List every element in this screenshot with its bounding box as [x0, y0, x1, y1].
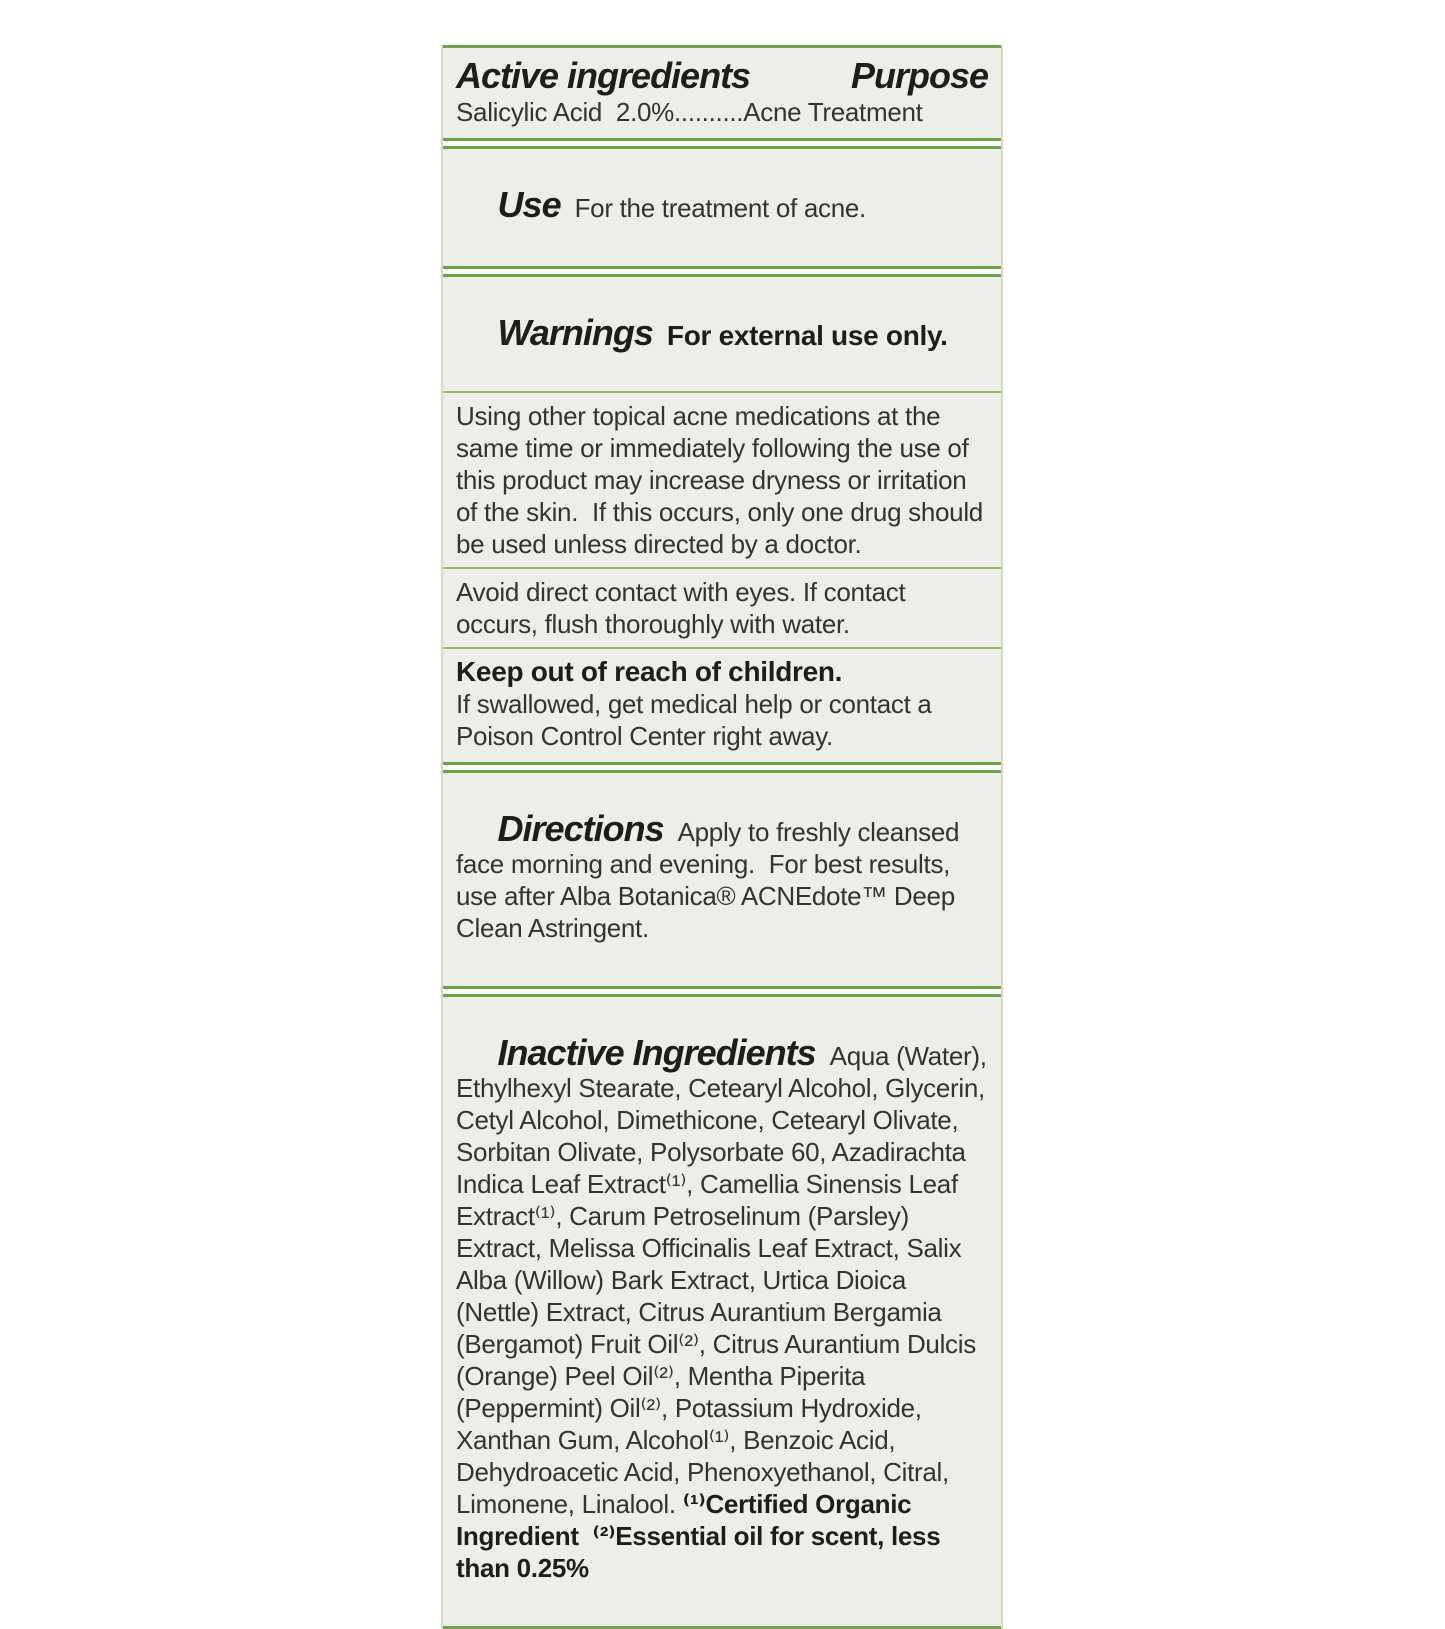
- inactive-ingredients-title: Inactive Ingredients: [497, 1032, 816, 1073]
- warnings-divider-1: [443, 391, 1001, 393]
- directions-title: Directions: [497, 808, 664, 849]
- keep-out-of-reach-text: If swallowed, get medical help or contact a Poison Control Center right away.: [456, 689, 939, 751]
- purpose-title: Purpose: [850, 55, 988, 96]
- keep-out-of-reach-title: Keep out of reach of children.: [456, 656, 843, 687]
- warnings-paragraph-2: Avoid direct contact with eyes. If contact occurs, flush thoroughly with water.: [456, 577, 913, 639]
- warnings-paragraph-1: Using other topical acne medications at the same time or immediately following the use of this product may increase dryness or irritation of the skin. If this occurs, only one drug should be used unless directed by a doctor.: [456, 401, 990, 559]
- warnings-title: Warnings: [497, 312, 653, 353]
- active-ingredients-title: Active ingredients: [456, 55, 751, 96]
- active-ingredient-row: Salicylic Acid 2.0%..........Acne Treatment: [456, 97, 923, 127]
- section-use: [443, 146, 1001, 269]
- section-directions: [443, 770, 1001, 989]
- warnings-divider-3: [443, 647, 1001, 649]
- use-title: Use: [497, 184, 561, 225]
- directions-text: Apply to freshly cleansed face morning and evening. For best results, use after Alba Botanica® ACNEdote™ Deep Clean Astringent.: [456, 817, 967, 943]
- section-active-ingredients: [443, 45, 1001, 141]
- inactive-note-certified-organic: ⁽¹⁾Certified Organic Ingredient: [456, 1489, 919, 1551]
- use-text: For the treatment of acne.: [574, 193, 866, 223]
- inactive-note-essential-oil: ⁽²⁾Essential oil for scent, less than 0.25%: [456, 1521, 948, 1583]
- inactive-ingredients-text: Aqua (Water), Ethylhexyl Stearate, Cetearyl Alcohol, Glycerin, Cetyl Alcohol, Dimethicone, Cetearyl Olivate, Sorbitan Olivate, Polysorbate 60, Azadirachta Indica Leaf Extract⁽¹⁾, Camellia Sinensis Leaf Extract⁽¹⁾, Carum Petroselinum (Parsley) Extract, Melissa Officinalis Leaf Extract, Salix Alba (Willow) Bark Extract, Urtica Dioica (Nettle) Extract, Citrus Aurantium Bergamia (Bergamot) Fruit Oil⁽²⁾, Citrus Aurantium Dulcis (Orange) Peel Oil⁽²⁾, Mentha Piperita (Peppermint) Oil⁽²⁾, Potassium Hydroxide, Xanthan Gum, Alcohol⁽¹⁾, Benzoic Acid, Dehydroacetic Acid, Phenoxyethanol, Citral, Limonene, Linalool.: [456, 1041, 994, 1519]
- section-inactive-ingredients: [443, 994, 1001, 1629]
- active-ingredients-header-row: [456, 56, 988, 96]
- warnings-subtitle: For external use only.: [666, 320, 948, 351]
- drug-facts-label: [441, 45, 1003, 1629]
- warnings-divider-2: [443, 567, 1001, 569]
- section-warnings: [443, 274, 1001, 765]
